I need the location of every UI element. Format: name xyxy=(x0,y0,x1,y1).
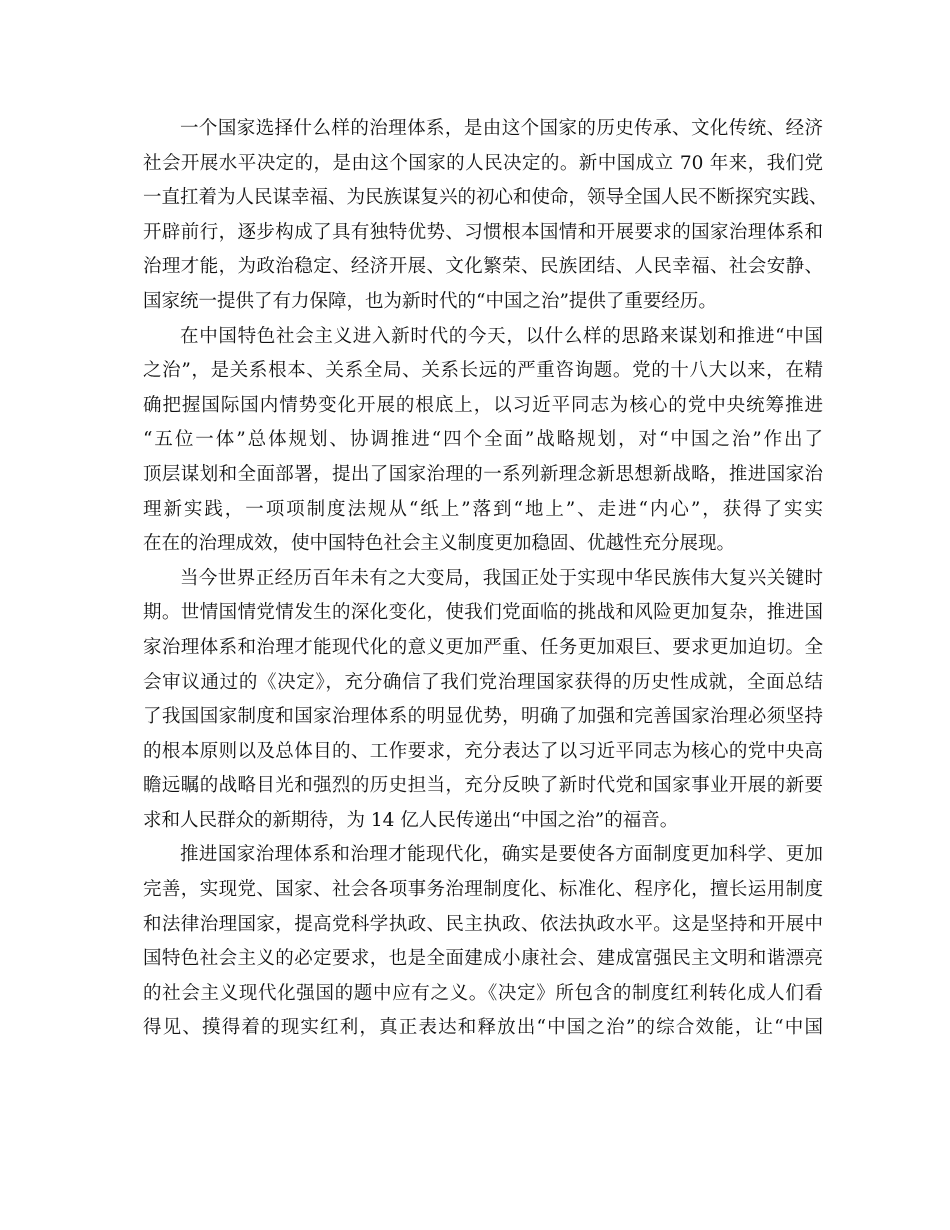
text-line: 国特色社会主义的必定要求，也是全面建成小康社会、建成富强民主文明和谐漂亮 xyxy=(143,948,823,970)
text-line: 求和人民群众的新期待，为 14 亿人民传递出“中国之治”的福音。 xyxy=(143,809,679,831)
text-line: 在中国特色社会主义进入新时代的今天，以什么样的思路来谋划和推进“中国 xyxy=(180,325,823,347)
text-line: 得见、摸得着的现实红利，真正表达和释放出“中国之治”的综合效能，让“中国 xyxy=(143,1017,823,1039)
text-line: “五位一体”总体规划、协调推进“四个全面”战略规划，对“中国之治”作出了 xyxy=(143,429,823,451)
text-line: 期。世情国情党情发生的深化变化，使我们党面临的挑战和风险更加复杂，推进国 xyxy=(143,602,823,624)
text-line: 顶层谋划和全面部署，提出了国家治理的一系列新理念新思想新战略，推进国家治 xyxy=(143,463,823,485)
text-line: 开辟前行，逐步构成了具有独特优势、习惯根本国情和开展要求的国家治理体系和 xyxy=(143,221,823,243)
text-line: 的根本原则以及总体目的、工作要求，充分表达了以习近平同志为核心的党中央高 xyxy=(143,740,823,762)
text-line: 一个国家选择什么样的治理体系，是由这个国家的历史传承、文化传统、经济 xyxy=(180,118,823,139)
text-line: 一直扛着为人民谋幸福、为民族谋复兴的初心和使命，领导全国人民不断探究实践、 xyxy=(143,187,828,209)
text-line: 家治理体系和治理才能现代化的意义更加严重、任务更加艰巨、要求更加迫切。全 xyxy=(143,636,823,658)
paragraph-4 xyxy=(143,838,823,1046)
text-line: 之治”，是关系根本、关系全局、关系长远的严重咨询题。党的十八大以来，在精 xyxy=(143,360,823,382)
text-line: 会审议通过的《决定》，充分确信了我们党治理国家获得的历史性成就，全面总结 xyxy=(143,671,823,693)
text-line: 理新实践，一项项制度法规从“纸上”落到“地上”、走进“内心”，获得了实实 xyxy=(143,498,823,520)
text-line: 瞻远瞩的战略目光和强烈的历史担当，充分反映了新时代党和国家事业开展的新要 xyxy=(143,775,823,797)
text-line: 推进国家治理体系和治理才能现代化，确实是要使各方面制度更加科学、更加 xyxy=(180,844,823,866)
text-line: 在在的治理成效，使中国特色社会主义制度更加稳固、优越性充分展现。 xyxy=(143,533,736,555)
text-line: 治理才能，为政治稳定、经济开展、文化繁荣、民族团结、人民幸福、社会安静、 xyxy=(143,256,823,278)
text-line: 确把握国际国内情势变化开展的根底上，以习近平同志为核心的党中央统筹推进 xyxy=(143,394,823,416)
text-line: 当今世界正经历百年未有之大变局，我国正处于实现中华民族伟大复兴关键时 xyxy=(180,567,823,589)
document-body xyxy=(143,112,828,1046)
paragraph-3 xyxy=(143,562,823,839)
text-line: 完善，实现党、国家、社会各项事务治理制度化、标准化、程序化，擅长运用制度 xyxy=(143,879,823,901)
paragraph-2 xyxy=(143,320,823,562)
paragraph-1 xyxy=(143,112,828,320)
text-line: 和法律治理国家，提高党科学执政、民主执政、依法执政水平。这是坚持和开展中 xyxy=(143,913,823,935)
text-line: 了我国国家制度和国家治理体系的明显优势，明确了加强和完善国家治理必须坚持 xyxy=(143,706,823,728)
text-line: 的社会主义现代化强国的题中应有之义。《决定》所包含的制度红利转化成人们看 xyxy=(143,982,823,1004)
text-line: 社会开展水平决定的，是由这个国家的人民决定的。新中国成立 70 年来，我们党 xyxy=(143,152,823,174)
text-line: 国家统一提供了有力保障，也为新时代的“中国之治”提供了重要经历。 xyxy=(143,290,717,312)
